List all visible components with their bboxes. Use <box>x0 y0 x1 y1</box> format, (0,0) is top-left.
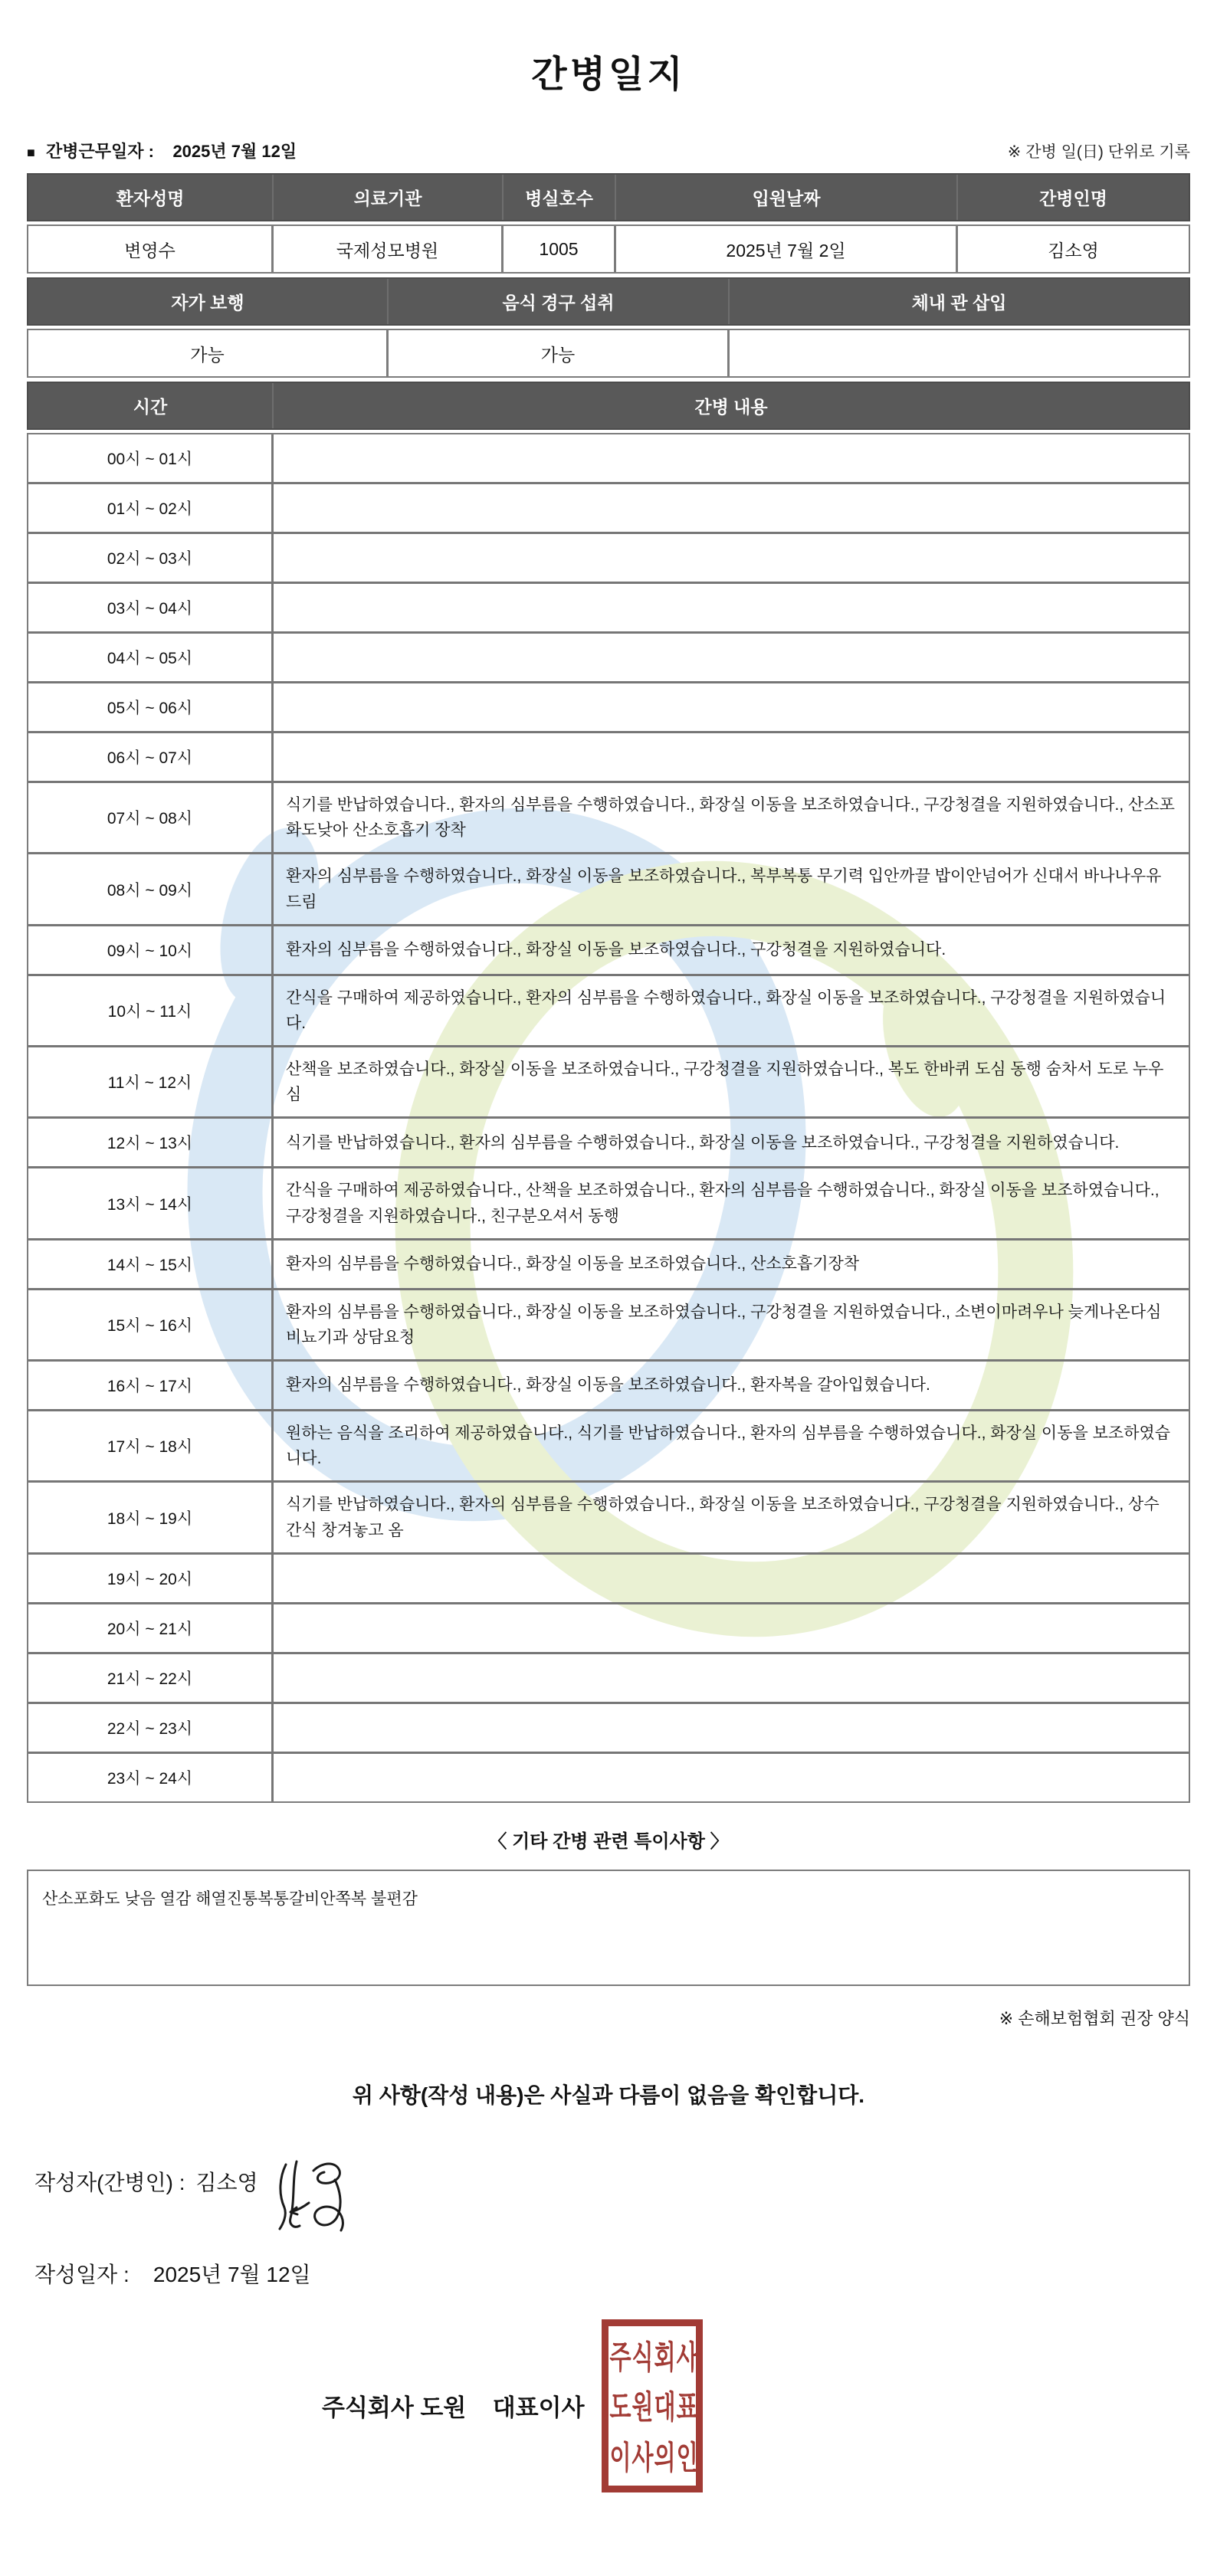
care-row-15 <box>28 1288 1189 1359</box>
care-row-content <box>274 1555 1189 1602</box>
care-row-14 <box>28 1238 1189 1288</box>
care-row-16 <box>28 1359 1189 1409</box>
company-line <box>322 2319 1217 2492</box>
care-row-time: 04시 ~ 05시 <box>28 634 274 681</box>
care-row-content <box>274 484 1189 532</box>
care-row-23 <box>28 1752 1189 1801</box>
company-name: 주식회사 도원 대표이사 <box>322 2394 585 2422</box>
care-row-content: 환자의 심부름을 수행하였습니다., 화장실 이동을 보조하였습니다., 복부복통 무기력 입안까끌 밥이안넘어가 신대서 바나나우유 드림 <box>286 867 1162 911</box>
square-bullet-icon: ■ <box>27 145 35 160</box>
care-row-content: 간식을 구매하여 제공하였습니다., 환자의 심부름을 수행하였습니다., 화장실 이동을 보조하였습니다., 구강청결을 지원하였습니다. <box>286 988 1166 1032</box>
care-row-22 <box>28 1702 1189 1752</box>
care-row-content: 간식을 구매하여 제공하였습니다., 산책을 보조하였습니다., 환자의 심부름을 수행하였습니다., 화장실 이동을 보조하였습니다., 구강청결을 지원하였습니다., 친구분오셔서 동행 <box>286 1181 1160 1225</box>
care-row-content: 환자의 심부름을 수행하였습니다., 화장실 이동을 보조하였습니다., 환자복을 갈아입혔습니다. <box>286 1376 930 1395</box>
care-row-time: 13시 ~ 14시 <box>28 1168 274 1237</box>
care-row-time: 16시 ~ 17시 <box>28 1362 274 1409</box>
care-row-content: 식기를 반납하였습니다., 환자의 심부름을 수행하였습니다., 화장실 이동을 보조하였습니다., 구강청결을 지원하였습니다., 상수 간식 창겨놓고 옴 <box>286 1496 1160 1539</box>
patient-header-3: 입원날짜 <box>616 175 958 220</box>
patient-value-1: 국제성모병원 <box>274 226 504 272</box>
care-row-content <box>274 434 1189 482</box>
care-row-time: 14시 ~ 15시 <box>28 1240 274 1288</box>
care-row-17 <box>28 1409 1189 1480</box>
care-row-18 <box>28 1480 1189 1552</box>
work-date-line <box>27 139 297 162</box>
care-row-time: 05시 ~ 06시 <box>28 683 274 731</box>
care-row-time: 17시 ~ 18시 <box>28 1411 274 1480</box>
care-row-3 <box>28 582 1189 631</box>
care-row-time: 18시 ~ 19시 <box>28 1483 274 1552</box>
care-row-content: 식기를 반납하였습니다., 환자의 심부름을 수행하였습니다., 화장실 이동을 보조하였습니다., 구강청결을 지원하였습니다. <box>286 1133 1120 1152</box>
care-row-time: 12시 ~ 13시 <box>28 1119 274 1166</box>
special-notes-box: 산소포화도 낮음 열감 해열진통복통갈비안쪽복 불편감 <box>27 1870 1190 1986</box>
care-row-21 <box>28 1652 1189 1702</box>
status-value-1: 가능 <box>389 330 730 376</box>
care-row-content <box>274 733 1189 781</box>
patient-table-value-row <box>27 224 1190 274</box>
care-row-time: 21시 ~ 22시 <box>28 1654 274 1702</box>
care-row-9 <box>28 924 1189 974</box>
care-row-time: 19시 ~ 20시 <box>28 1555 274 1602</box>
patient-value-2: 1005 <box>504 226 616 272</box>
care-row-8 <box>28 852 1189 923</box>
work-date-label: 간병근무일자 : <box>46 142 154 161</box>
care-row-content: 환자의 심부름을 수행하였습니다., 화장실 이동을 보조하였습니다., 산소호흡기장착 <box>286 1255 860 1273</box>
care-row-content: 환자의 심부름을 수행하였습니다., 화장실 이동을 보조하였습니다., 구강청결을 지원하였습니다. <box>286 941 946 959</box>
unit-note: ※ 간병 일(日) 단위로 기록 <box>1007 143 1190 161</box>
status-table-value-row <box>27 329 1190 378</box>
care-log-header-row <box>27 382 1190 430</box>
seal-text-line-2: 이사의인 <box>609 2440 699 2476</box>
care-row-time: 03시 ~ 04시 <box>28 584 274 631</box>
care-row-time: 23시 ~ 24시 <box>28 1754 274 1801</box>
care-row-time: 08시 ~ 09시 <box>28 854 274 923</box>
care-time-header: 시간 <box>28 383 274 428</box>
care-row-7 <box>28 781 1189 852</box>
handwritten-signature <box>269 2154 376 2238</box>
care-row-10 <box>28 974 1189 1045</box>
page-title: 간병일지 <box>531 54 686 95</box>
form-note: ※ 손해보험협회 권장 양식 <box>999 2008 1190 2028</box>
care-row-5 <box>28 681 1189 731</box>
care-row-20 <box>28 1602 1189 1652</box>
care-row-content <box>274 1704 1189 1752</box>
care-row-time: 09시 ~ 10시 <box>28 926 274 974</box>
care-row-content: 환자의 심부름을 수행하였습니다., 화장실 이동을 보조하였습니다., 구강청결을 지원하였습니다., 소변이마려우나 늦게나온다심 비뇨기과 상담요청 <box>286 1303 1162 1346</box>
status-value-0: 가능 <box>28 330 389 376</box>
care-row-time: 15시 ~ 16시 <box>28 1290 274 1359</box>
care-row-content <box>274 634 1189 681</box>
care-row-content <box>274 683 1189 731</box>
status-table-header-row <box>27 277 1190 326</box>
care-row-content: 원하는 음식을 조리하여 제공하였습니다., 식기를 반납하였습니다., 환자의 심부름을 수행하였습니다., 화장실 이동을 보조하였습니다. <box>286 1424 1171 1468</box>
care-row-time: 02시 ~ 03시 <box>28 534 274 582</box>
written-date-label: 작성일자 : <box>34 2262 130 2286</box>
care-row-19 <box>28 1552 1189 1602</box>
care-row-12 <box>28 1116 1189 1166</box>
seal-text-line-0: 주식회사 <box>609 2340 699 2377</box>
patient-header-1: 의료기관 <box>274 175 504 220</box>
status-header-1: 음식 경구 섭취 <box>389 279 730 324</box>
care-row-content <box>274 534 1189 582</box>
patient-header-4: 간병인명 <box>1039 188 1107 208</box>
company-seal-stamp <box>602 2319 703 2492</box>
care-row-content: 산책을 보조하였습니다., 화장실 이동을 보조하였습니다., 구강청결을 지원하였습니다., 복도 한바퀴 도심 동행 숨차서 도로 누우심 <box>286 1060 1164 1104</box>
care-row-13 <box>28 1166 1189 1237</box>
status-header-2: 체내 관 삽입 <box>911 293 1007 313</box>
care-log-body <box>27 433 1190 1803</box>
written-date-line <box>34 2258 1217 2289</box>
care-row-time: 07시 ~ 08시 <box>28 783 274 852</box>
patient-value-3: 2025년 7월 2일 <box>616 226 958 272</box>
written-date-value: 2025년 7월 12일 <box>153 2262 311 2286</box>
care-row-time: 20시 ~ 21시 <box>28 1604 274 1652</box>
care-row-2 <box>28 532 1189 582</box>
patient-info-table <box>27 173 1190 274</box>
patient-value-4: 김소영 <box>1048 240 1099 261</box>
meta-row <box>27 139 1190 162</box>
care-row-time: 22시 ~ 23시 <box>28 1704 274 1752</box>
work-date-value: 2025년 7월 12일 <box>172 142 297 161</box>
writer-line <box>34 2166 1217 2238</box>
care-row-time: 00시 ~ 01시 <box>28 434 274 482</box>
patient-header-2: 병실호수 <box>504 175 616 220</box>
status-table <box>27 277 1190 378</box>
care-row-content <box>274 1754 1189 1801</box>
status-header-0: 자가 보행 <box>28 279 389 324</box>
care-row-0 <box>28 434 1189 482</box>
care-row-time: 06시 ~ 07시 <box>28 733 274 781</box>
patient-value-0: 변영수 <box>28 226 274 272</box>
patient-header-0: 환자성명 <box>28 175 274 220</box>
care-row-time: 01시 ~ 02시 <box>28 484 274 532</box>
care-row-1 <box>28 482 1189 532</box>
patient-table-header-row <box>27 173 1190 221</box>
care-content-header: 간병 내용 <box>694 397 768 417</box>
seal-text-line-1: 도원대표 <box>609 2391 699 2427</box>
care-row-content <box>274 1654 1189 1702</box>
care-row-content <box>274 1604 1189 1652</box>
care-row-4 <box>28 631 1189 681</box>
care-log-table <box>27 382 1190 1803</box>
special-notes-heading: 〈 기타 간병 관련 특이사항 〉 <box>488 1830 729 1852</box>
writer-label: 작성자(간병인) : <box>34 2170 185 2194</box>
care-row-time: 11시 ~ 12시 <box>28 1047 274 1116</box>
care-row-11 <box>28 1045 1189 1116</box>
care-row-content <box>274 584 1189 631</box>
care-row-6 <box>28 731 1189 781</box>
confirmation-statement: 위 사항(작성 내용)은 사실과 다름이 없음을 확인합니다. <box>352 2083 865 2107</box>
care-row-content: 식기를 반납하였습니다., 환자의 심부름을 수행하였습니다., 화장실 이동을 보조하였습니다., 구강청결을 지원하였습니다., 산소포화도낮아 산소호흡기 장착 <box>286 796 1175 840</box>
writer-name: 김소영 <box>195 2170 258 2194</box>
care-row-time: 10시 ~ 11시 <box>28 976 274 1045</box>
status-value-2 <box>730 330 1189 376</box>
